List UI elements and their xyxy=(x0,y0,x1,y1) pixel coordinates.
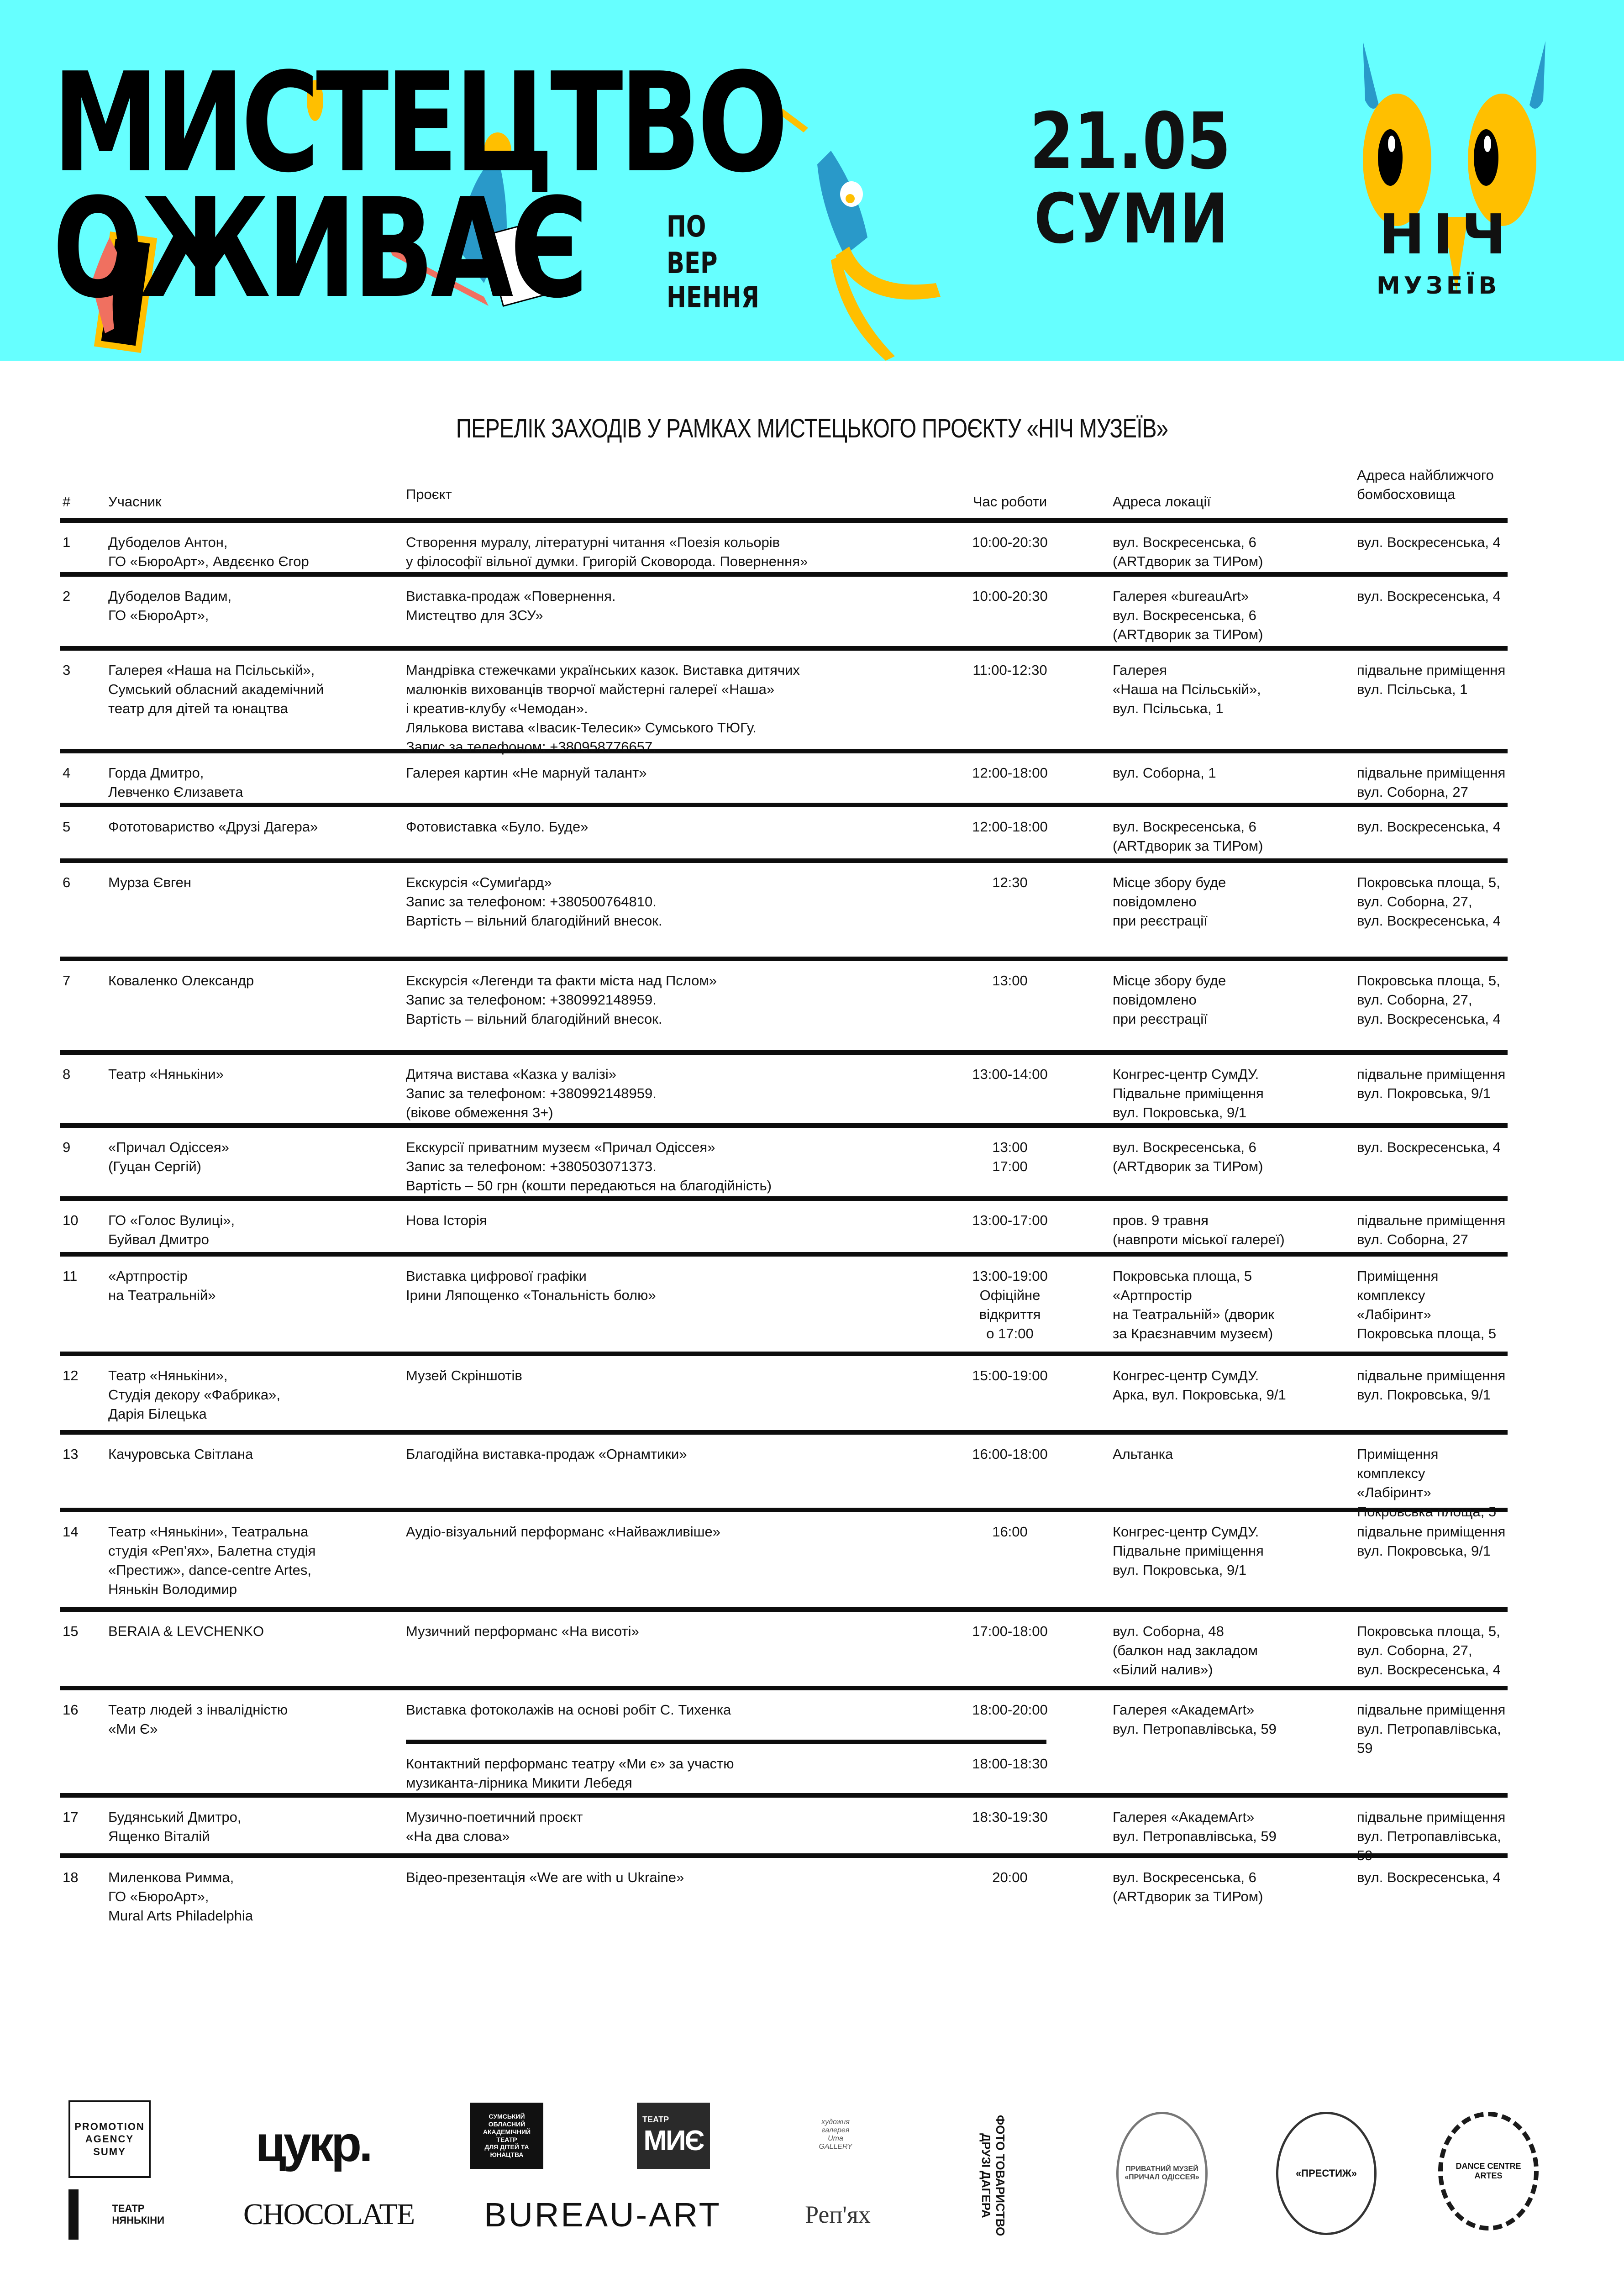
table-row xyxy=(60,863,1508,961)
owl-ear-left xyxy=(1363,41,1379,109)
row-num: 9 xyxy=(63,1139,71,1155)
row-participant: Театр «Нянькіни», Театральна студія «Реп’ях», Балетна студія «Престиж», dance-centre Artes, Нянькін Володимир xyxy=(108,1524,316,1597)
row-project: Музично-поетичний проєкт «На два слова» xyxy=(406,1809,583,1844)
row-participant: Будянський Дмитро, Ященко Віталій xyxy=(108,1809,242,1844)
row-shelter: вул. Воскресенська, 4 xyxy=(1357,1139,1501,1155)
row-project: Відео-презентація «We are with u Ukraine» xyxy=(406,1869,684,1885)
row-participant: Театр «Нянькіни», Студія декору «Фабрика», Дарія Білецька xyxy=(108,1368,280,1422)
table-row xyxy=(60,961,1508,1055)
row-shelter: Приміщення комплексу «Лабіринт» Покровська площа, 5 xyxy=(1357,1268,1497,1341)
logo-teatr-mie-name: МИЄ xyxy=(643,2125,704,2157)
row-shelter: підвальне приміщення вул. Покровська, 9/1 xyxy=(1357,1524,1506,1559)
brand-logo-line2: МУЗЕЇВ xyxy=(1377,272,1501,300)
row-shelter: Покровська площа, 5, вул. Соборна, 27, вул. Воскресенська, 4 xyxy=(1357,874,1501,929)
table-row xyxy=(60,753,1508,807)
row-time: 12:00-18:00 xyxy=(972,819,1048,835)
brand-logo-line1: НІЧ xyxy=(1379,203,1514,267)
logo-bureau-art: BUREAU-ART xyxy=(484,2195,721,2234)
logo-prestyzh: «ПРЕСТИЖ» xyxy=(1276,2112,1377,2235)
row-project: Виставка-продаж «Повернення. Мистецтво для ЗСУ» xyxy=(406,588,616,623)
row-sub-project: Контактний перформанс театру «Ми є» за участю музиканта-лірника Микити Лебедя xyxy=(406,1756,734,1791)
row-project: Аудіо-візуальний перформанс «Найважливіше» xyxy=(406,1524,720,1540)
row-participant: Миленкова Римма, ГО «БюроАрт», Mural Arts Philadelphia xyxy=(108,1869,253,1924)
logo-sumy-youth-theatre: СУМСЬКИЙ ОБЛАСНИЙ АКАДЕМІЧНИЙ ТЕАТР ДЛЯ ДІТЕЙ ТА ЮНАЦТВА xyxy=(470,2103,543,2169)
row-location: Місце збору буде повідомлено при реєстрації xyxy=(1113,973,1226,1027)
row-shelter: підвальне приміщення вул. Соборна, 27 xyxy=(1357,765,1506,800)
row-time: 18:30-19:30 xyxy=(972,1809,1048,1825)
row-participant: BERAIA & LEVCHENKO xyxy=(108,1623,264,1639)
row-location: Місце збору буде повідомлено при реєстрації xyxy=(1113,874,1226,929)
table-row xyxy=(60,523,1508,577)
row-time: 12:30 xyxy=(992,874,1028,890)
logo-prychal-odisseya: ПРИВАТНИЙ МУЗЕЙ «ПРИЧАЛ ОДІССЕЯ» xyxy=(1116,2112,1208,2235)
row-location: вул. Воскресенська, 6 (ARTдворик за ТИРом) xyxy=(1113,1139,1263,1174)
row-shelter: вул. Воскресенська, 4 xyxy=(1357,1869,1501,1885)
table-row xyxy=(60,651,1508,753)
row-time: 15:00-19:00 xyxy=(972,1368,1048,1383)
row-time: 17:00-18:00 xyxy=(972,1623,1048,1639)
logo-druzi-dagera: ФОТО ТОВАРИСТВО ДРУЗІ ДАГЕРА xyxy=(979,2115,1007,2236)
logo-tsukr: цукр. xyxy=(255,2115,370,2172)
row-num: 1 xyxy=(63,534,71,550)
table-row xyxy=(60,1128,1508,1201)
row-location: вул. Воскресенська, 6 (ARTдворик за ТИРом) xyxy=(1113,819,1263,854)
row-num: 16 xyxy=(63,1702,79,1718)
logo-promotion-agency-sumy: PROMOTION AGENCY SUMY xyxy=(68,2100,151,2178)
sponsor-logos xyxy=(0,2082,1624,2274)
table-row xyxy=(60,1512,1508,1612)
row-time: 11:00-12:30 xyxy=(972,662,1047,678)
table-row xyxy=(60,807,1508,863)
row-time: 16:00-18:00 xyxy=(972,1446,1048,1462)
row-shelter: підвальне приміщення вул. Покровська, 9/1 xyxy=(1357,1066,1506,1101)
row-location: вул. Воскресенська, 6 (ARTдворик за ТИРом) xyxy=(1113,1869,1263,1904)
row-time: 18:00-20:00 xyxy=(972,1702,1048,1718)
table-row xyxy=(60,1858,1508,1926)
hero-subtitle-2: ВЕР xyxy=(667,247,718,280)
row-project: Фотовиставка «Було. Буде» xyxy=(406,819,589,835)
row-participant: Мурза Євген xyxy=(108,874,192,890)
row-location: Конгрес-центр СумДУ. Підвальне приміщення вул. Покровська, 9/1 xyxy=(1113,1524,1264,1578)
row-time: 13:00-19:00 Офіційне відкриття о 17:00 xyxy=(972,1268,1048,1341)
row-time: 12:00-18:00 xyxy=(972,765,1048,781)
sub-row-divider xyxy=(406,1740,1046,1744)
row-time: 13:00 17:00 xyxy=(992,1139,1028,1174)
event-city: СУМИ xyxy=(1034,179,1229,259)
logo-uma-gallery: художня галерея Uma GALLERY xyxy=(819,2118,852,2151)
row-participant: ГО «Голос Вулиці», Буйвал Дмитро xyxy=(108,1212,235,1247)
row-location: Галерея «bureauArt» вул. Воскресенська, 6 (ARTдворик за ТИРом) xyxy=(1113,588,1263,642)
row-num: 18 xyxy=(63,1869,79,1885)
row-location: Конгрес-центр СумДУ. Підвальне приміщення вул. Покровська, 9/1 xyxy=(1113,1066,1264,1120)
list-title: ПЕРЕЛІК ЗАХОДІВ У РАМКАХ МИСТЕЦЬКОГО ПРОЄКТУ «НІЧ МУЗЕЇВ» xyxy=(456,414,1168,443)
row-participant: Коваленко Олександр xyxy=(108,973,254,989)
row-time: 13:00 xyxy=(992,973,1028,989)
hero-subtitle-1: ПО xyxy=(667,210,706,244)
row-location: Конгрес-центр СумДУ. Арка, вул. Покровська, 9/1 xyxy=(1113,1368,1286,1403)
row-location: Галерея «АкадемArt» вул. Петропавлівська, 59 xyxy=(1113,1702,1277,1737)
row-num: 8 xyxy=(63,1066,71,1082)
row-shelter: Покровська площа, 5, вул. Соборна, 27, вул. Воскресенська, 4 xyxy=(1357,973,1501,1027)
row-project: Дитяча вистава «Казка у валізі» Запис за телефоном: +380992148959. (вікове обмеження 3+) xyxy=(406,1066,657,1120)
header-num: # xyxy=(63,494,71,510)
row-project: Нова Історія xyxy=(406,1212,487,1228)
row-num: 5 xyxy=(63,819,71,835)
row-location: Галерея «Наша на Псільській», вул. Псільська, 1 xyxy=(1113,662,1261,716)
events-table xyxy=(60,466,1508,1926)
row-participant: Театр «Нянькіни» xyxy=(108,1066,224,1082)
row-project: Музей Скріншотів xyxy=(406,1368,522,1383)
row-time: 10:00-20:30 xyxy=(972,588,1048,604)
row-num: 13 xyxy=(63,1446,79,1462)
row-shelter: Приміщення комплексу «Лабіринт» Покровська площа, 5 xyxy=(1357,1446,1497,1520)
row-location: вул. Соборна, 1 xyxy=(1113,765,1216,781)
row-shelter: підвальне приміщення вул. Петропавлівська, 59 xyxy=(1357,1809,1506,1863)
row-project: Виставка цифрової графіки Ірини Ляпощенко «Тональність болю» xyxy=(406,1268,656,1303)
row-project: Екскурсія «Легенди та факти міста над Пслом» Запис за телефоном: +380992148959. Вартість – вільний благодійний внесок. xyxy=(406,973,717,1027)
table-row xyxy=(60,1690,1508,1798)
row-num: 11 xyxy=(63,1268,78,1284)
row-num: 17 xyxy=(63,1809,79,1825)
table-row xyxy=(60,1356,1508,1435)
row-num: 4 xyxy=(63,765,71,781)
event-date: 21.05 xyxy=(1030,96,1231,187)
row-participant: Фототовариство «Друзі Дагера» xyxy=(108,819,318,835)
table-body xyxy=(60,523,1508,1926)
row-location: пров. 9 травня (навпроти міської галереї) xyxy=(1113,1212,1285,1247)
hero-subtitle-3: НЕННЯ xyxy=(667,281,759,315)
row-project: Музичний перформанс «На висоті» xyxy=(406,1623,639,1639)
row-project: Створення муралу, літературні читання «Поезія кольорів у філософії вільної думки. Григорій Сковорода. Повернення» xyxy=(406,534,808,569)
table-row xyxy=(60,1201,1508,1257)
row-num: 3 xyxy=(63,662,71,678)
row-participant: Дубоделов Вадим, ГО «БюроАрт», xyxy=(108,588,232,623)
row-sub-time: 18:00-18:30 xyxy=(972,1756,1048,1772)
row-participant: «Артпростір на Театральній» xyxy=(108,1268,216,1303)
row-location: Покровська площа, 5 «Артпростір на Театральній» (дворик за Краєзнавчим музеєм) xyxy=(1113,1268,1274,1341)
row-project: Екскурсія «Сумиґард» Запис за телефоном: +380500764810. Вартість – вільний благодійний внесок. xyxy=(406,874,662,929)
row-num: 6 xyxy=(63,874,71,890)
table-row xyxy=(60,1257,1508,1356)
row-time: 20:00 xyxy=(992,1869,1028,1885)
row-shelter: підвальне приміщення вул. Покровська, 9/1 xyxy=(1357,1368,1506,1403)
row-num: 15 xyxy=(63,1623,79,1639)
illustration-man xyxy=(817,151,867,256)
row-location: вул. Соборна, 48 (балкон над закладом «Білий налив») xyxy=(1113,1623,1258,1678)
row-shelter: підвальне приміщення вул. Псільська, 1 xyxy=(1357,662,1506,697)
row-shelter: підвальне приміщення вул. Соборна, 27 xyxy=(1357,1212,1506,1247)
owl-ear-right xyxy=(1529,41,1545,109)
row-time: 16:00 xyxy=(992,1524,1028,1540)
header-time: Час роботи xyxy=(972,494,1047,510)
row-time: 13:00-17:00 xyxy=(972,1212,1048,1228)
row-shelter: підвальне приміщення вул. Петропавлівська, 59 xyxy=(1357,1702,1506,1756)
row-num: 7 xyxy=(63,973,71,989)
row-num: 10 xyxy=(63,1212,79,1228)
row-location: Альтанка xyxy=(1113,1446,1173,1462)
row-participant: Дубоделов Антон, ГО «БюроАрт», Авдєєнко Єгор xyxy=(108,534,309,569)
row-shelter: Покровська площа, 5, вул. Соборна, 27, вул. Воскресенська, 4 xyxy=(1357,1623,1501,1678)
row-project: Благодійна виставка-продаж «Орнамтики» xyxy=(406,1446,687,1462)
row-location: вул. Воскресенська, 6 (ARTдворик за ТИРом) xyxy=(1113,534,1263,569)
hero-title-line2: ОЖИВАЄ xyxy=(53,169,585,328)
row-shelter: вул. Воскресенська, 4 xyxy=(1357,819,1501,835)
row-project: Галерея картин «Не марнуй талант» xyxy=(406,765,647,781)
table-row xyxy=(60,1612,1508,1690)
row-num: 2 xyxy=(63,588,71,604)
header-shelter: Адреса найближчого бомбосховища xyxy=(1357,467,1494,502)
row-location: Галерея «АкадемArt» вул. Петропавлівська, 59 xyxy=(1113,1809,1277,1844)
row-participant: Горда Дмитро, Левченко Єлизавета xyxy=(108,765,243,800)
logo-teatr-nyankiny: ТЕАТР НЯНЬКІНИ xyxy=(68,2189,164,2240)
row-participant: Качуровська Світлана xyxy=(108,1446,253,1462)
hero-title-line1: МИСТЕЦТВО xyxy=(53,43,785,203)
row-participant: «Причал Одіссея» (Гуцан Сергій) xyxy=(108,1139,229,1174)
row-shelter: вул. Воскресенська, 4 xyxy=(1357,534,1501,550)
header-project: Проєкт xyxy=(406,486,452,502)
table-row xyxy=(60,577,1508,651)
table-row xyxy=(60,1435,1508,1520)
row-project: Екскурсії приватним музеєм «Причал Одіссея» Запис за телефоном: +380503071373. Вартість – 50 грн (кошти передаються на благодійність) xyxy=(406,1139,772,1194)
row-project: Мандрівка стежечками українських казок. Виставка дитячих малюнків вихованців творчої майстерні галереї «Наша» і креатив-клубу «Чемодан». Лялькова вистава «Івасик-Телесик» Сумського ТЮГу. Запис за телефоном: +380958776657. xyxy=(406,662,800,755)
logo-teatr-mie xyxy=(637,2103,710,2169)
row-time: 10:00-20:30 xyxy=(972,534,1048,550)
header-participant: Учасник xyxy=(108,494,162,510)
row-num: 14 xyxy=(63,1524,79,1540)
logo-repyakh: Реп'ях xyxy=(805,2201,871,2228)
logo-chocolate: CHOCOLATE xyxy=(243,2198,415,2231)
row-participant: Галерея «Наша на Псільській», Сумський обласний академічний театр для дітей та юнацтва xyxy=(108,662,324,716)
hero-banner xyxy=(0,0,1624,361)
row-num: 12 xyxy=(63,1368,79,1383)
logo-dance-centre-artes: DANCE CENTRE ARTES xyxy=(1438,2112,1539,2230)
table-row xyxy=(60,1798,1508,1863)
row-project: Виставка фотоколажів на основі робіт С. Тихенка xyxy=(406,1702,731,1718)
row-time: 13:00-14:00 xyxy=(972,1066,1048,1082)
row-participant: Театр людей з інвалідністю «Ми Є» xyxy=(108,1702,288,1737)
header-location: Адреса локації xyxy=(1113,494,1211,510)
table-header xyxy=(60,466,1508,523)
logo-teatr-mie-label: ТЕАТР xyxy=(642,2115,669,2124)
table-row xyxy=(60,1055,1508,1128)
row-shelter: вул. Воскресенська, 4 xyxy=(1357,588,1501,604)
